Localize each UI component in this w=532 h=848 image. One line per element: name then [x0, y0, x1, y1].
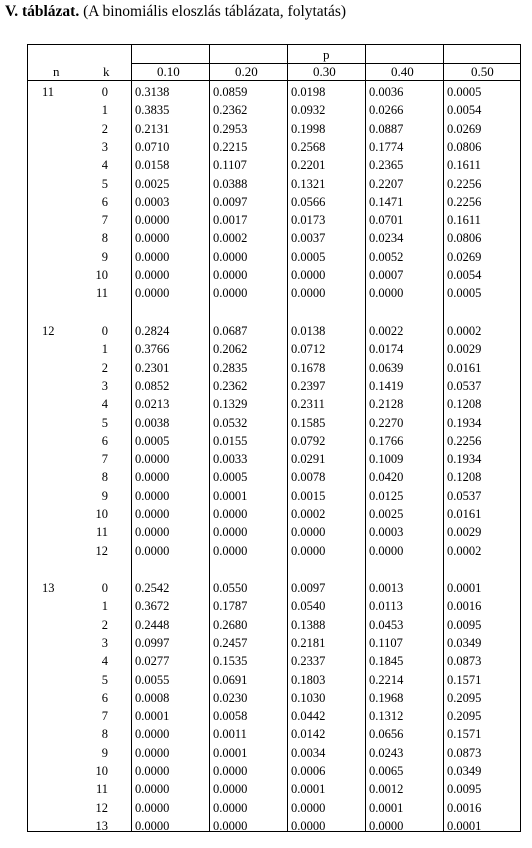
probability-cell: 0.0005 [213, 470, 248, 485]
probability-cell: 0.0033 [213, 452, 248, 467]
probability-cell: 0.0873 [447, 745, 482, 760]
probability-cell: 0.0002 [213, 231, 248, 246]
probability-cell: 0.0001 [213, 488, 248, 503]
probability-cell: 0.1312 [369, 709, 404, 724]
probability-cell: 0.2256 [447, 176, 482, 191]
column-divider [287, 45, 288, 831]
n-value: 12 [42, 324, 55, 338]
probability-cell: 0.0213 [135, 397, 170, 412]
probability-cell: 0.2095 [447, 709, 482, 724]
probability-cell: 0.0269 [447, 249, 482, 264]
probability-cell: 0.0000 [135, 818, 170, 833]
k-value: 6 [101, 433, 108, 448]
probability-cell: 0.2448 [135, 617, 170, 632]
k-value: 5 [101, 415, 108, 430]
probability-cell: 0.0000 [135, 745, 170, 760]
probability-cell: 0.0277 [135, 654, 170, 669]
probability-cell: 0.0420 [369, 470, 404, 485]
header-rule [28, 80, 520, 81]
probability-cell: 0.0138 [291, 324, 326, 338]
probability-cell: 0.0012 [369, 782, 404, 797]
probability-cell: 0.2270 [369, 415, 404, 430]
probability-cell: 0.0161 [447, 360, 482, 375]
probability-cell: 0.0566 [291, 194, 326, 209]
k-value: 9 [101, 488, 108, 503]
probability-cell: 0.1571 [447, 672, 482, 687]
k-value: 12 [95, 800, 108, 815]
p-value-header: 0.30 [313, 64, 336, 79]
probability-cell: 0.0095 [447, 782, 482, 797]
probability-cell: 0.1535 [213, 654, 248, 669]
k-value: 9 [101, 745, 108, 760]
k-value: 5 [101, 176, 108, 191]
probability-cell: 0.1107 [213, 158, 247, 173]
probability-cell: 0.1571 [447, 727, 482, 742]
column-divider [365, 45, 366, 831]
probability-cell: 0.0000 [135, 452, 170, 467]
probability-cell: 0.2131 [135, 121, 170, 136]
probability-cell: 0.2953 [213, 121, 248, 136]
probability-cell: 0.0198 [291, 85, 326, 99]
probability-cell: 0.0095 [447, 617, 482, 632]
k-value: 0 [101, 324, 108, 338]
probability-cell: 0.1585 [291, 415, 326, 430]
probability-cell: 0.2215 [213, 139, 248, 154]
probability-cell: 0.0806 [447, 231, 482, 246]
probability-cell: 0.0000 [135, 727, 170, 742]
k-value: 11 [95, 525, 108, 540]
probability-cell: 0.0022 [369, 324, 404, 338]
probability-cell: 0.0000 [135, 286, 170, 301]
p-value-header: 0.20 [235, 64, 258, 79]
table-label: V. táblázat. [5, 3, 80, 20]
k-value: 6 [101, 690, 108, 705]
probability-cell: 0.2301 [135, 360, 170, 375]
probability-cell: 0.0054 [447, 103, 482, 118]
probability-cell: 0.1845 [369, 654, 404, 669]
probability-cell: 0.0000 [135, 764, 170, 778]
probability-cell: 0.2095 [447, 690, 482, 705]
probability-cell: 0.0691 [213, 672, 248, 687]
probability-cell: 0.1934 [447, 452, 482, 467]
probability-cell: 0.0001 [213, 745, 248, 760]
k-value: 7 [101, 709, 108, 724]
probability-cell: 0.2207 [369, 176, 404, 191]
probability-cell: 0.0000 [369, 543, 404, 558]
p-value-header: 0.40 [391, 64, 414, 79]
probability-cell: 0.0155 [213, 433, 248, 448]
k-value: 7 [101, 452, 108, 467]
k-value: 11 [95, 782, 108, 797]
probability-cell: 0.0243 [369, 745, 404, 760]
k-header: k [103, 64, 110, 79]
probability-cell: 0.0532 [213, 415, 248, 430]
probability-cell: 0.1968 [369, 690, 404, 705]
n-value: 13 [42, 581, 55, 595]
probability-cell: 0.0016 [447, 599, 482, 614]
probability-cell: 0.0113 [369, 599, 403, 614]
probability-cell: 0.0000 [135, 470, 170, 485]
probability-cell: 0.2457 [213, 635, 248, 650]
probability-cell: 0.0000 [291, 525, 326, 540]
probability-cell: 0.0000 [369, 286, 404, 301]
probability-cell: 0.0097 [213, 194, 248, 209]
probability-cell: 0.0349 [447, 764, 482, 778]
probability-cell: 0.0000 [213, 543, 248, 558]
probability-cell: 0.0008 [135, 690, 170, 705]
n-header: n [53, 64, 60, 79]
probability-cell: 0.1678 [291, 360, 326, 375]
probability-cell: 0.3766 [135, 342, 170, 357]
probability-cell: 0.0859 [213, 85, 248, 99]
probability-cell: 0.1009 [369, 452, 404, 467]
probability-cell: 0.0701 [369, 213, 404, 228]
probability-cell: 0.1787 [213, 599, 248, 614]
probability-cell: 0.0000 [291, 800, 326, 815]
probability-cell: 0.1803 [291, 672, 326, 687]
probability-cell: 0.0025 [369, 507, 404, 521]
probability-cell: 0.0173 [291, 213, 326, 228]
probability-cell: 0.2568 [291, 139, 326, 154]
probability-cell: 0.0000 [369, 818, 404, 833]
probability-cell: 0.1419 [369, 378, 404, 393]
k-value: 0 [101, 581, 108, 595]
probability-cell: 0.0002 [447, 324, 482, 338]
probability-cell: 0.0000 [135, 231, 170, 246]
probability-cell: 0.0013 [369, 581, 404, 595]
probability-cell: 0.0000 [135, 543, 170, 558]
probability-cell: 0.0000 [213, 268, 248, 282]
probability-cell: 0.0639 [369, 360, 404, 375]
probability-cell: 0.0000 [291, 286, 326, 301]
probability-cell: 0.0174 [369, 342, 404, 357]
probability-cell: 0.1934 [447, 415, 482, 430]
probability-cell: 0.0388 [213, 176, 248, 191]
probability-cell: 0.2337 [291, 654, 326, 669]
probability-cell: 0.0142 [291, 727, 326, 742]
column-divider [443, 45, 444, 831]
k-value: 1 [101, 103, 108, 118]
probability-cell: 0.2201 [291, 158, 326, 173]
probability-cell: 0.0540 [291, 599, 326, 614]
p-value-header: 0.50 [471, 64, 494, 79]
probability-cell: 0.0005 [447, 85, 482, 99]
probability-cell: 0.0000 [213, 507, 248, 521]
probability-cell: 0.0078 [291, 470, 326, 485]
k-value: 4 [101, 158, 108, 173]
probability-cell: 0.0005 [447, 286, 482, 301]
column-divider [131, 45, 132, 831]
probability-cell: 0.2128 [369, 397, 404, 412]
k-value: 3 [101, 139, 108, 154]
probability-cell: 0.1998 [291, 121, 326, 136]
k-value: 1 [101, 342, 108, 357]
probability-cell: 0.0002 [291, 507, 326, 521]
k-value: 8 [101, 727, 108, 742]
probability-cell: 0.2824 [135, 324, 170, 338]
probability-cell: 0.0230 [213, 690, 248, 705]
k-value: 4 [101, 654, 108, 669]
probability-cell: 0.0158 [135, 158, 170, 173]
k-value: 2 [101, 360, 108, 375]
probability-cell: 0.0000 [213, 286, 248, 301]
probability-cell: 0.0003 [369, 525, 404, 540]
probability-cell: 0.1471 [369, 194, 404, 209]
k-value: 12 [95, 543, 108, 558]
probability-cell: 0.0000 [291, 543, 326, 558]
probability-cell: 0.0997 [135, 635, 170, 650]
probability-cell: 0.0000 [135, 525, 170, 540]
probability-cell: 0.2062 [213, 342, 248, 357]
probability-cell: 0.2365 [369, 158, 404, 173]
k-value: 3 [101, 635, 108, 650]
probability-cell: 0.2835 [213, 360, 248, 375]
k-value: 10 [95, 764, 108, 778]
probability-cell: 0.0852 [135, 378, 170, 393]
probability-cell: 0.0038 [135, 415, 170, 430]
probability-cell: 0.0125 [369, 488, 404, 503]
probability-cell: 0.0001 [447, 581, 482, 595]
k-value: 1 [101, 599, 108, 614]
k-value: 9 [101, 249, 108, 264]
probability-cell: 0.0656 [369, 727, 404, 742]
probability-cell: 0.3138 [135, 85, 170, 99]
probability-cell: 0.3835 [135, 103, 170, 118]
probability-cell: 0.0025 [135, 176, 170, 191]
probability-cell: 0.0052 [369, 249, 404, 264]
k-value: 2 [101, 617, 108, 632]
probability-cell: 0.2256 [447, 194, 482, 209]
probability-cell: 0.0000 [213, 800, 248, 815]
probability-cell: 0.1611 [447, 213, 481, 228]
k-value: 6 [101, 194, 108, 209]
probability-cell: 0.0017 [213, 213, 248, 228]
probability-cell: 0.2181 [291, 635, 326, 650]
probability-cell: 0.0349 [447, 635, 482, 650]
probability-cell: 0.0001 [135, 709, 170, 724]
probability-cell: 0.0161 [447, 507, 482, 521]
probability-cell: 0.0097 [291, 581, 326, 595]
probability-cell: 0.1329 [213, 397, 248, 412]
probability-cell: 0.0036 [369, 85, 404, 99]
probability-cell: 0.0000 [213, 249, 248, 264]
probability-cell: 0.0000 [135, 213, 170, 228]
probability-cell: 0.0000 [213, 782, 248, 797]
probability-cell: 0.0029 [447, 342, 482, 357]
probability-cell: 0.0065 [369, 764, 404, 778]
k-value: 7 [101, 213, 108, 228]
probability-cell: 0.0015 [291, 488, 326, 503]
probability-cell: 0.1208 [447, 470, 482, 485]
probability-cell: 0.0266 [369, 103, 404, 118]
probability-cell: 0.0537 [447, 378, 482, 393]
probability-cell: 0.0001 [369, 800, 404, 815]
table-caption: (A binomiális eloszlás táblázata, folytatás) [83, 3, 347, 20]
probability-cell: 0.0792 [291, 433, 326, 448]
probability-cell: 0.0034 [291, 745, 326, 760]
probability-cell: 0.1766 [369, 433, 404, 448]
k-value: 4 [101, 397, 108, 412]
probability-cell: 0.0000 [213, 525, 248, 540]
probability-cell: 0.2362 [213, 378, 248, 393]
probability-cell: 0.0234 [369, 231, 404, 246]
probability-cell: 0.0016 [447, 800, 482, 815]
probability-cell: 0.2256 [447, 433, 482, 448]
probability-cell: 0.0000 [135, 782, 170, 797]
probability-cell: 0.0000 [291, 268, 326, 282]
probability-cell: 0.2362 [213, 103, 248, 118]
probability-cell: 0.0000 [135, 488, 170, 503]
k-value: 5 [101, 672, 108, 687]
probability-cell: 0.0000 [135, 800, 170, 815]
probability-cell: 0.1208 [447, 397, 482, 412]
probability-cell: 0.1030 [291, 690, 326, 705]
probability-cell: 0.0005 [135, 433, 170, 448]
probability-cell: 0.0001 [447, 818, 482, 833]
probability-cell: 0.0873 [447, 654, 482, 669]
page-title [5, 3, 346, 21]
probability-cell: 0.0005 [291, 249, 326, 264]
probability-cell: 0.2542 [135, 581, 170, 595]
probability-cell: 0.0291 [291, 452, 326, 467]
probability-cell: 0.0537 [447, 488, 482, 503]
probability-cell: 0.0442 [291, 709, 326, 724]
probability-cell: 0.1611 [447, 158, 481, 173]
k-value: 13 [95, 818, 108, 833]
p-header: p [323, 47, 330, 62]
probability-cell: 0.0037 [291, 231, 326, 246]
probability-cell: 0.0000 [135, 268, 170, 282]
probability-cell: 0.0029 [447, 525, 482, 540]
probability-cell: 0.1388 [291, 617, 326, 632]
probability-cell: 0.1321 [291, 176, 326, 191]
k-value: 3 [101, 378, 108, 393]
probability-cell: 0.0002 [447, 543, 482, 558]
probability-cell: 0.0550 [213, 581, 248, 595]
probability-cell: 0.2311 [291, 397, 325, 412]
probability-cell: 0.0000 [135, 507, 170, 521]
probability-cell: 0.0000 [213, 764, 248, 778]
probability-cell: 0.0055 [135, 672, 170, 687]
k-value: 10 [95, 507, 108, 521]
probability-cell: 0.0001 [291, 782, 326, 797]
probability-cell: 0.0011 [213, 727, 247, 742]
probability-cell: 0.0932 [291, 103, 326, 118]
probability-cell: 0.0003 [135, 194, 170, 209]
k-value: 2 [101, 121, 108, 136]
k-value: 8 [101, 470, 108, 485]
probability-cell: 0.3672 [135, 599, 170, 614]
k-value: 8 [101, 231, 108, 246]
column-divider [209, 45, 210, 831]
k-value: 0 [101, 85, 108, 99]
probability-cell: 0.0806 [447, 139, 482, 154]
probability-cell: 0.0712 [291, 342, 326, 357]
k-value: 10 [95, 268, 108, 282]
probability-cell: 0.0887 [369, 121, 404, 136]
probability-cell: 0.2680 [213, 617, 248, 632]
probability-cell: 0.1774 [369, 139, 404, 154]
probability-cell: 0.2214 [369, 672, 404, 687]
n-value: 11 [42, 85, 55, 99]
probability-cell: 0.1107 [369, 635, 403, 650]
probability-cell: 0.0000 [135, 249, 170, 264]
probability-cell: 0.0054 [447, 268, 482, 282]
probability-cell: 0.0000 [213, 818, 248, 833]
probability-cell: 0.0453 [369, 617, 404, 632]
probability-cell: 0.0269 [447, 121, 482, 136]
probability-cell: 0.0687 [213, 324, 248, 338]
binomial-table [27, 44, 521, 832]
probability-cell: 0.0000 [291, 818, 326, 833]
k-value: 11 [95, 286, 108, 301]
probability-cell: 0.0058 [213, 709, 248, 724]
p-value-header: 0.10 [157, 64, 180, 79]
probability-cell: 0.0006 [291, 764, 326, 778]
probability-cell: 0.0710 [135, 139, 170, 154]
probability-cell: 0.0007 [369, 268, 404, 282]
probability-cell: 0.2397 [291, 378, 326, 393]
